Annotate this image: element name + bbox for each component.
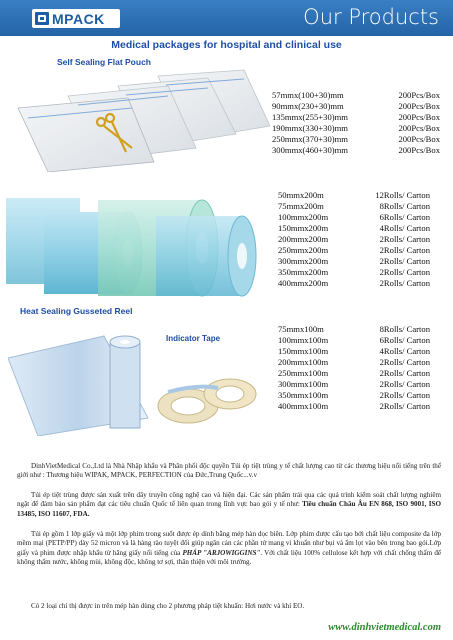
table-row: 300mmx(460+30)mm 200Pcs/Box bbox=[272, 145, 440, 155]
flat-pouch-image bbox=[8, 68, 270, 172]
table-row: 250mmx200m 2Rolls/ Carton bbox=[278, 245, 430, 255]
table-row: 300mmx200m 2Rolls/ Carton bbox=[278, 256, 430, 266]
website-link[interactable]: www.dinhvietmedical.com bbox=[328, 622, 441, 633]
table-row: 75mmx100m 8Rolls/ Carton bbox=[278, 324, 430, 334]
table-row: 57mmx(100+30)mm 200Pcs/Box bbox=[272, 90, 440, 100]
indicator-tape-label: Indicator Tape bbox=[166, 334, 221, 343]
page-title: Our Products bbox=[303, 5, 439, 29]
page-subtitle: Medical packages for hospital and clinical use bbox=[111, 39, 342, 51]
reel-spec-table bbox=[278, 190, 430, 289]
quality-paragraph: Túi ép tiệt trùng được sản xuất trên dây truyền công nghệ cao và hiện đại. Các sản phẩm trải qua các quá trình kiểm soát chất lượng nghiêm ngặt để đảm bảo sản phẩm đạt các tiêu chuẩn Quốc tế liên quan trong lĩnh vực bao gói y tế như: Tiêu chuẩn Châu Âu EN 868, ISO 9001, ISO 13485, ISO 11607, FDA. bbox=[17, 491, 441, 518]
table-row: 400mmx200m 2Rolls/ Carton bbox=[278, 278, 430, 288]
logo-icon bbox=[35, 12, 49, 25]
table-row: 350mmx100m 2Rolls/ Carton bbox=[278, 390, 430, 400]
indicator-paragraph: Có 2 loại chỉ thị được in trên mép hàn dùng cho 2 phương pháp tiệt khuẩn: Hơi nước và khí EO. bbox=[31, 602, 305, 610]
gusseted-reel-and-tape-image bbox=[8, 318, 270, 436]
intro-paragraph: DinhVietMedical Co.,Ltd là Nhà Nhập khẩu và Phân phối độc quyền Túi ép tiệt trùng y tế chất lượng cao từ các thương hiệu nổi tiếng trên thế giới như : Thương hiệu WIPAK, MPACK, PERFECTION của Đức,Trung Quốc...v.v bbox=[17, 462, 441, 480]
table-row: 100mmx100m 6Rolls/ Carton bbox=[278, 335, 430, 345]
table-row: 150mmx100m 4Rolls/ Carton bbox=[278, 346, 430, 356]
material-paragraph: Túi ép gồm 1 lớp giấy và một lớp phim trong suốt được ép dính bằng mép hàn dọc biên. Lớp phim được cấu tạo bởi chất liệu composite đa lớp mềm mại (PETP/PP) dày 52 micron và là hàng rào tuyệt đối giúp ngăn cản các phần tử mang vi khuẩn như bụi và ẩm lọt vào bên trong bao gói.Lớp giấy và phim được nhập khẩu từ hãng giấy nổi tiếng của PHÁP "ARJOWIGGINS". Với chất liệu 100% cellulose kết hợp với chất chống thấm để không thấm nước, không mùi, không độc, không tơ sợi, thân thiện với môi trường. bbox=[17, 530, 442, 566]
table-row: 200mmx200m 2Rolls/ Carton bbox=[278, 234, 430, 244]
table-row: 50mmx200m 12Rolls/ Carton bbox=[278, 190, 430, 200]
table-row: 150mmx200m 4Rolls/ Carton bbox=[278, 223, 430, 233]
flat-pouch-spec-table bbox=[272, 90, 440, 156]
tape-spec-table bbox=[278, 324, 430, 412]
table-row: 250mmx100m 2Rolls/ Carton bbox=[278, 368, 430, 378]
reels-image bbox=[6, 186, 264, 300]
table-row: 190mmx(330+30)mm 200Pcs/Box bbox=[272, 123, 440, 133]
logo-text: MPACK bbox=[52, 10, 105, 27]
table-row: 300mmx100m 2Rolls/ Carton bbox=[278, 379, 430, 389]
table-row: 75mmx200m 8Rolls/ Carton bbox=[278, 201, 430, 211]
header-bar bbox=[0, 0, 453, 36]
table-row: 250mmx(370+30)mm 200Pcs/Box bbox=[272, 134, 440, 144]
table-row: 135mmx(255+30)mm 200Pcs/Box bbox=[272, 112, 440, 122]
table-row: 200mmx100m 2Rolls/ Carton bbox=[278, 357, 430, 367]
table-row: 100mmx200m 6Rolls/ Carton bbox=[278, 212, 430, 222]
table-row: 350mmx200m 2Rolls/ Carton bbox=[278, 267, 430, 277]
gusseted-reel-label: Heat Sealing Gusseted Reel bbox=[20, 306, 133, 316]
tape-roll-icon bbox=[158, 379, 256, 423]
table-row: 90mmx(230+30)mm 200Pcs/Box bbox=[272, 101, 440, 111]
table-row: 400mmx100m 2Rolls/ Carton bbox=[278, 401, 430, 411]
mpack-logo bbox=[32, 9, 120, 28]
flat-pouch-label: Self Sealing Flat Pouch bbox=[57, 57, 151, 67]
